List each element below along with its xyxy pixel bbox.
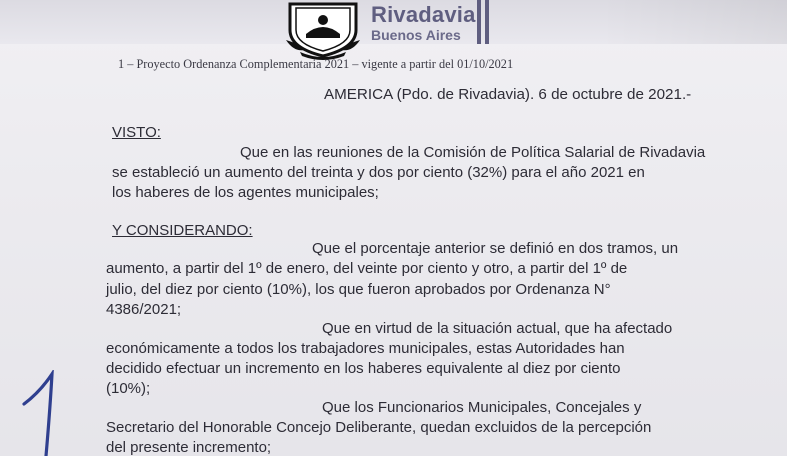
considerando-line: económicamente a todos los trabajadores municipales, estas Autoridades han: [106, 340, 625, 357]
considerando-line: Que en virtud de la situación actual, que ha afectado: [322, 320, 673, 337]
place-date: AMERICA (Pdo. de Rivadavia). 6 de octubre de 2021.-: [324, 86, 692, 103]
considerando-line: Que los Funcionarios Municipales, Concejales y: [322, 399, 642, 416]
municipal-crest-icon: [284, 0, 362, 60]
page-fold-shadow: [600, 0, 787, 44]
considerando-line: julio, del diez por ciento (10%), los que fueron aprobados por Ordenanza N°: [106, 281, 611, 298]
document-reference: 1 – Proyecto Ordenanza Complementaria 2021 – vigente a partir del 01/10/2021: [118, 57, 514, 71]
letterhead-divider: [485, 0, 489, 44]
considerando-line: 4386/2021;: [106, 301, 182, 318]
letterhead-divider: [477, 0, 481, 44]
visto-line: se estableció un aumento del treinta y dos por ciento (32%) para el año 2021 en: [112, 164, 645, 181]
considerando-line: del presente incremento;: [106, 439, 272, 456]
letterhead-name: Rivadavia: [371, 2, 476, 27]
considerando-line: decidido efectuar un incremento en los haberes equivalente al diez por ciento: [106, 360, 621, 377]
considerando-heading: Y CONSIDERANDO:: [112, 222, 253, 239]
considerando-line: aumento, a partir del 1º de enero, del veinte por ciento y otro, a partir del 1º de: [106, 260, 628, 277]
visto-line: Que en las reuniones de la Comisión de Política Salarial de Rivadavia: [240, 144, 706, 161]
considerando-line: Que el porcentaje anterior se definió en dos tramos, un: [312, 240, 679, 257]
visto-heading: VISTO:: [112, 124, 161, 141]
letterhead-province: Buenos Aires: [371, 27, 461, 43]
considerando-line: (10%);: [106, 380, 151, 397]
handwritten-one-icon: [18, 370, 68, 456]
visto-line: los haberes de los agentes municipales;: [112, 184, 379, 201]
considerando-line: Secretario del Honorable Concejo Deliberante, quedan excluidos de la percepción: [106, 419, 652, 436]
